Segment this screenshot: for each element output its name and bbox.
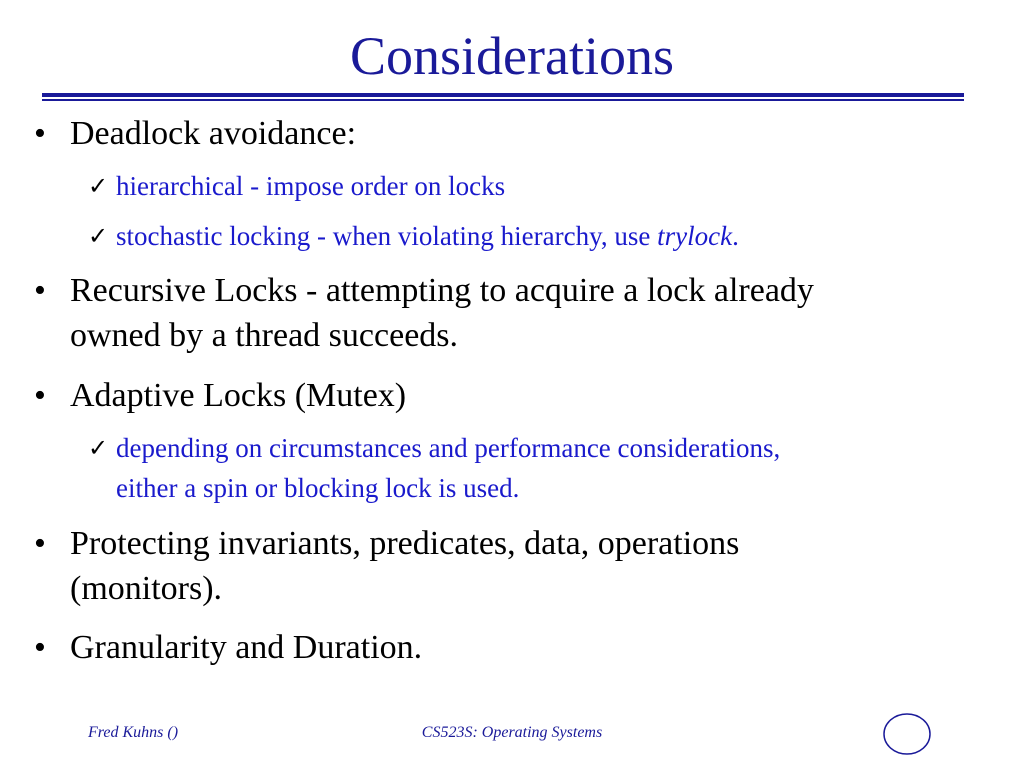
bullet-item-protecting-invariants <box>34 521 970 611</box>
bullet-text: Granularity and Duration. <box>70 629 423 666</box>
bullet-text-line-2: (monitors). <box>70 570 223 607</box>
bullet-item-recursive-locks <box>34 268 970 358</box>
checkmark-icon: ✓ <box>88 434 109 462</box>
bullet-text: Adaptive Locks (Mutex) <box>70 377 407 414</box>
bullet-text-line-1: Recursive Locks - attempting to acquire a lock already <box>70 272 814 309</box>
bullet-text-line-2: owned by a thread succeeds. <box>70 317 459 354</box>
bullet-item-adaptive-locks <box>34 373 970 418</box>
subitem-hierarchical <box>88 166 976 206</box>
bullet-icon: • <box>34 629 46 666</box>
subitem-text: hierarchical - impose order on locks <box>116 171 506 201</box>
subitem-text-end: . <box>732 221 739 251</box>
bullet-item-deadlock-avoidance <box>34 111 970 156</box>
checkmark-icon: ✓ <box>88 222 109 250</box>
bullet-icon: • <box>34 115 46 152</box>
subitem-emphasis: trylock <box>657 221 733 251</box>
subitem-text: stochastic locking - when violating hierarchy, use <box>116 221 658 251</box>
title-rule-thin <box>42 99 964 101</box>
subitem-text-line-2: either a spin or blocking lock is used. <box>116 473 520 503</box>
bullet-text: Deadlock avoidance: <box>70 115 357 152</box>
subitem-text-line-1: depending on circumstances and performance considerations, <box>116 433 781 463</box>
bullet-item-granularity <box>34 625 970 670</box>
subitem-depending-on-circumstances <box>88 428 976 508</box>
footer-course: CS523S: Operating Systems <box>421 724 603 741</box>
bullet-text-line-1: Protecting invariants, predicates, data, operations <box>70 525 740 562</box>
bullet-icon: • <box>34 525 46 562</box>
bullet-icon: • <box>34 377 46 414</box>
title-rule-thick <box>42 93 964 97</box>
oval-logo-icon <box>882 712 932 756</box>
footer-author: Fred Kuhns () <box>88 724 179 741</box>
checkmark-icon: ✓ <box>88 172 109 200</box>
bullet-icon: • <box>34 272 46 309</box>
slide-title: Considerations <box>350 26 674 86</box>
subitem-stochastic-locking <box>88 216 976 256</box>
